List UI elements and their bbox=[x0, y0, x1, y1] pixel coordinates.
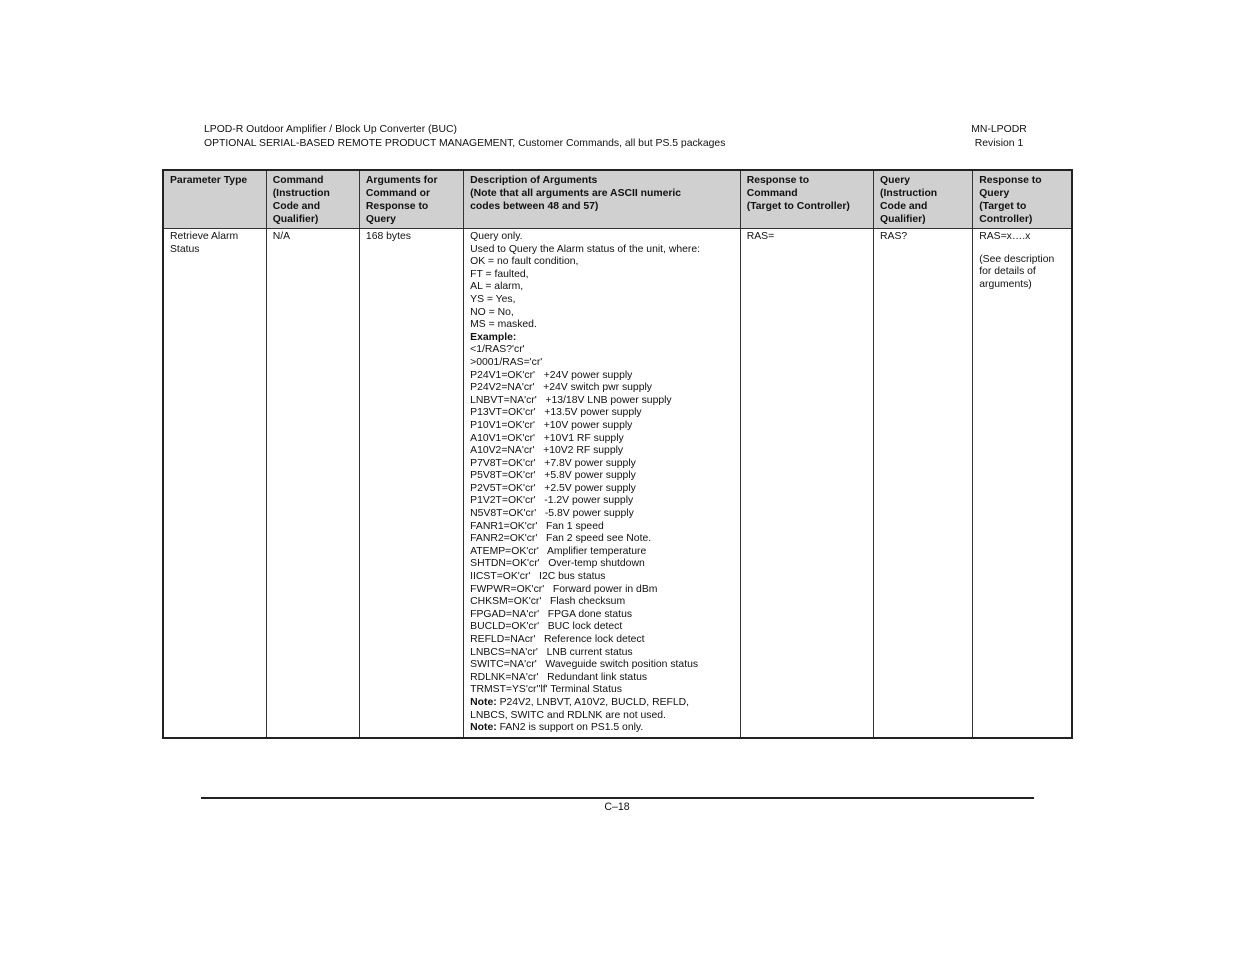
description-line: FANR2=OK'cr' Fan 2 speed see Note. bbox=[470, 533, 652, 545]
footer-rule bbox=[201, 797, 1034, 799]
description-line: REFLD=NAcr' Reference lock detect bbox=[470, 634, 645, 645]
description-line: ATEMP=OK'cr' Amplifier temperature bbox=[470, 545, 647, 557]
cell-response-to-query: RAS=x….x (See description for details of arguments) bbox=[973, 229, 1072, 738]
description-line: SWITC=NA'cr' Waveguide switch position status bbox=[470, 659, 699, 671]
note-2: Note: FAN2 is support on PS1.5 only. bbox=[470, 722, 644, 734]
note-1-cont: LNBCS, SWITC and RDLNK are not used. bbox=[470, 709, 666, 721]
example-label: Example: bbox=[470, 331, 517, 343]
description-line: IICST=OK'cr' I2C bus status bbox=[470, 571, 606, 583]
revision: Revision 1 bbox=[974, 138, 1024, 149]
description-line: RDLNK=NA'cr' Redundant link status bbox=[470, 671, 648, 683]
description-line: N5V8T=OK'cr' -5.8V power supply bbox=[470, 508, 634, 520]
description-line: A10V2=NA'cr' +10V2 RF supply bbox=[470, 445, 624, 457]
description-line: FT = faulted, bbox=[470, 268, 529, 280]
description-line: LNBVT=NA'cr' +13/18V LNB power supply bbox=[470, 394, 672, 406]
description-line: CHKSM=OK'cr' Flash checksum bbox=[470, 596, 626, 608]
description-line: >0001/RAS='cr' bbox=[470, 356, 543, 368]
cell-parameter-type: Retrieve Alarm Status bbox=[163, 229, 266, 738]
table-row bbox=[163, 229, 1072, 738]
description-line: YS = Yes, bbox=[470, 293, 516, 305]
description-line: OK = no fault condition, bbox=[470, 256, 579, 268]
description-line: NO = No, bbox=[470, 306, 514, 318]
description-line: TRMST=YS'cr''lf' Terminal Status bbox=[470, 684, 622, 696]
col-query: Query (Instruction Code and Qualifier) bbox=[874, 170, 973, 229]
description-line: P1V2T=OK'cr' -1.2V power supply bbox=[470, 495, 634, 507]
description-line: FWPWR=OK'cr' Forward power in dBm bbox=[470, 583, 658, 595]
cell-query: RAS? bbox=[874, 229, 973, 738]
description-line: MS = masked. bbox=[470, 319, 537, 331]
description-line: P2V5T=OK'cr' +2.5V power supply bbox=[470, 482, 636, 494]
note-1: Note: P24V2, LNBVT, A10V2, BUCLD, REFLD, bbox=[470, 696, 690, 708]
col-parameter-type: Parameter Type bbox=[163, 170, 266, 229]
response-to-query-value: RAS=x….x bbox=[979, 231, 1031, 242]
col-response-to-command: Response to Command (Target to Controller) bbox=[740, 170, 873, 229]
table-header-row bbox=[163, 170, 1072, 229]
command-table bbox=[162, 169, 1073, 739]
cell-command: N/A bbox=[266, 229, 359, 738]
col-description: Description of Arguments (Note that all arguments are ASCII numeric codes between 48 and 57) bbox=[464, 170, 741, 229]
description-line: AL = alarm, bbox=[470, 281, 524, 293]
col-response-to-query: Response to Query (Target to Controller) bbox=[973, 170, 1072, 229]
description-line: <1/RAS?'cr' bbox=[470, 344, 525, 356]
example-lines bbox=[470, 344, 734, 697]
description-line: BUCLD=OK'cr' BUC lock detect bbox=[470, 621, 623, 633]
description-line: P24V1=OK'cr' +24V power supply bbox=[470, 369, 633, 381]
description-line: P10V1=OK'cr' +10V power supply bbox=[470, 419, 633, 431]
description-line: Query only. bbox=[470, 231, 523, 242]
description-line: A10V1=OK'cr' +10V1 RF supply bbox=[470, 432, 624, 444]
manual-number: MN-LPODR bbox=[971, 124, 1027, 135]
description-intro bbox=[470, 231, 734, 332]
description-line: P7V8T=OK'cr' +7.8V power supply bbox=[470, 457, 636, 469]
cell-arguments: 168 bytes bbox=[359, 229, 463, 738]
header-title: LPOD-R Outdoor Amplifier / Block Up Converter (BUC) bbox=[204, 124, 457, 135]
document-id bbox=[940, 123, 1058, 151]
cell-description bbox=[464, 229, 741, 738]
description-line: SHTDN=OK'cr' Over-temp shutdown bbox=[470, 558, 645, 570]
description-line: FPGAD=NA'cr' FPGA done status bbox=[470, 608, 633, 620]
description-line: P5V8T=OK'cr' +5.8V power supply bbox=[470, 470, 636, 482]
description-line: LNBCS=NA'cr' LNB current status bbox=[470, 646, 633, 658]
cell-response-to-command: RAS= bbox=[740, 229, 873, 738]
description-line: Used to Query the Alarm status of the unit, where: bbox=[470, 243, 701, 255]
page-number: C–18 bbox=[604, 801, 630, 813]
description-line: P24V2=NA'cr' +24V switch pwr supply bbox=[470, 382, 652, 394]
description-line: FANR1=OK'cr' Fan 1 speed bbox=[470, 520, 604, 532]
col-command: Command (Instruction Code and Qualifier) bbox=[266, 170, 359, 229]
col-arguments: Arguments for Command or Response to Query bbox=[359, 170, 463, 229]
description-line: P13VT=OK'cr' +13.5V power supply bbox=[470, 407, 642, 419]
header-subtitle: OPTIONAL SERIAL-BASED REMOTE PRODUCT MANAGEMENT, Customer Commands, all but PS.5 packages bbox=[204, 138, 726, 149]
document-header bbox=[204, 123, 725, 151]
